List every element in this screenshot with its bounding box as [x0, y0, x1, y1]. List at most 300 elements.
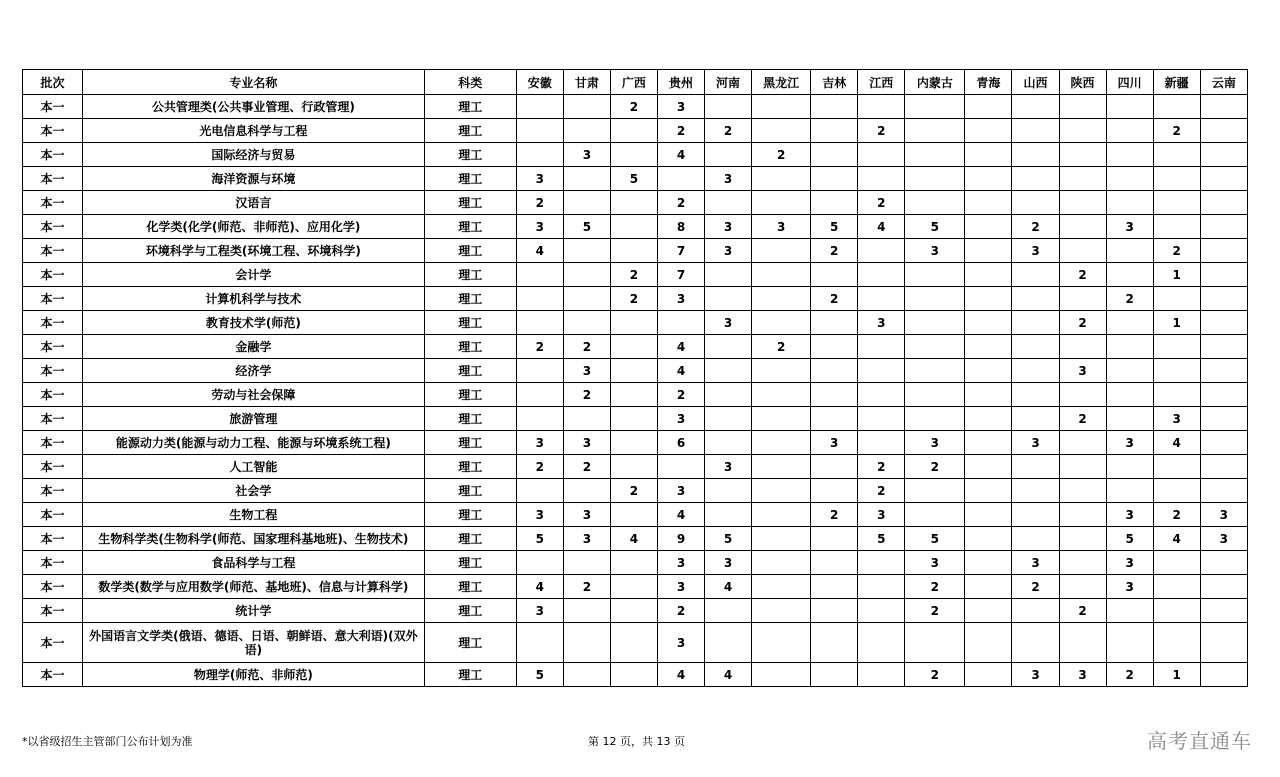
quota-cell [610, 663, 657, 687]
quota-cell [752, 119, 811, 143]
quota-cell [1059, 623, 1106, 663]
quota-cell: 2 [610, 95, 657, 119]
batch-cell: 本一 [23, 623, 83, 663]
batch-cell: 本一 [23, 455, 83, 479]
quota-cell [516, 623, 563, 663]
quota-cell: 4 [1153, 431, 1200, 455]
quota-cell [752, 431, 811, 455]
quota-cell: 2 [705, 119, 752, 143]
quota-cell: 3 [705, 215, 752, 239]
quota-cell [1012, 407, 1059, 431]
quota-cell: 2 [516, 455, 563, 479]
quota-cell [705, 503, 752, 527]
batch-cell: 本一 [23, 551, 83, 575]
quota-cell [905, 191, 965, 215]
quota-cell [811, 479, 858, 503]
quota-cell [705, 191, 752, 215]
quota-cell [965, 599, 1012, 623]
quota-cell [1106, 383, 1153, 407]
table-row [23, 215, 1248, 239]
quota-cell: 3 [858, 311, 905, 335]
quota-cell: 3 [563, 527, 610, 551]
quota-cell [1200, 551, 1247, 575]
subject-cell: 理工 [424, 263, 516, 287]
table-row [23, 95, 1248, 119]
column-header: 吉林 [811, 70, 858, 95]
quota-cell: 3 [516, 599, 563, 623]
quota-cell: 3 [657, 287, 704, 311]
quota-cell [1200, 287, 1247, 311]
quota-cell [1153, 167, 1200, 191]
quota-cell [965, 551, 1012, 575]
quota-cell [610, 239, 657, 263]
batch-cell: 本一 [23, 287, 83, 311]
quota-cell [1106, 455, 1153, 479]
quota-cell [705, 383, 752, 407]
batch-cell: 本一 [23, 663, 83, 687]
quota-cell: 3 [811, 431, 858, 455]
quota-cell [752, 623, 811, 663]
quota-cell [705, 479, 752, 503]
quota-cell: 2 [811, 503, 858, 527]
major-name-cell: 数学类(数学与应用数学(师范、基地班)、信息与计算科学) [83, 575, 425, 599]
quota-cell [1012, 287, 1059, 311]
quota-cell [1012, 503, 1059, 527]
quota-cell [516, 479, 563, 503]
subject-cell: 理工 [424, 503, 516, 527]
quota-cell [1106, 167, 1153, 191]
quota-cell [965, 503, 1012, 527]
quota-cell: 3 [1012, 551, 1059, 575]
batch-cell: 本一 [23, 191, 83, 215]
quota-cell [965, 239, 1012, 263]
quota-cell [610, 503, 657, 527]
quota-cell: 3 [705, 455, 752, 479]
batch-cell: 本一 [23, 143, 83, 167]
batch-cell: 本一 [23, 359, 83, 383]
major-name-cell: 金融学 [83, 335, 425, 359]
quota-cell [858, 599, 905, 623]
column-header: 四川 [1106, 70, 1153, 95]
table-row [23, 335, 1248, 359]
quota-cell [858, 263, 905, 287]
quota-cell [752, 479, 811, 503]
quota-cell [1153, 479, 1200, 503]
quota-cell [811, 527, 858, 551]
major-name-cell: 海洋资源与环境 [83, 167, 425, 191]
subject-cell: 理工 [424, 383, 516, 407]
quota-cell: 2 [1059, 263, 1106, 287]
quota-cell: 2 [905, 599, 965, 623]
major-name-cell: 公共管理类(公共事业管理、行政管理) [83, 95, 425, 119]
quota-cell [752, 287, 811, 311]
quota-cell [705, 407, 752, 431]
quota-cell [705, 287, 752, 311]
column-header: 甘肃 [563, 70, 610, 95]
quota-cell: 4 [858, 215, 905, 239]
subject-cell: 理工 [424, 623, 516, 663]
quota-cell [965, 215, 1012, 239]
quota-cell [858, 287, 905, 311]
table-row [23, 455, 1248, 479]
quota-cell: 2 [1012, 575, 1059, 599]
quota-cell [610, 143, 657, 167]
quota-cell [905, 143, 965, 167]
quota-cell [516, 287, 563, 311]
quota-cell [563, 287, 610, 311]
quota-cell [610, 311, 657, 335]
quota-cell [705, 263, 752, 287]
quota-cell [752, 575, 811, 599]
quota-cell [811, 143, 858, 167]
quota-cell [905, 479, 965, 503]
table-row [23, 623, 1248, 663]
quota-cell [1200, 407, 1247, 431]
table-row [23, 407, 1248, 431]
quota-cell [563, 167, 610, 191]
column-header: 陕西 [1059, 70, 1106, 95]
subject-cell: 理工 [424, 599, 516, 623]
quota-cell [1153, 575, 1200, 599]
quota-cell [1106, 335, 1153, 359]
quota-cell [1153, 335, 1200, 359]
quota-cell: 3 [563, 503, 610, 527]
quota-cell: 2 [657, 599, 704, 623]
quota-cell: 4 [657, 335, 704, 359]
quota-cell [1200, 215, 1247, 239]
quota-cell [1012, 479, 1059, 503]
quota-cell: 2 [858, 479, 905, 503]
major-name-cell: 生物科学类(生物科学(师范、国家理科基地班)、生物技术) [83, 527, 425, 551]
quota-cell [965, 191, 1012, 215]
quota-cell [1106, 359, 1153, 383]
quota-cell [1059, 383, 1106, 407]
major-name-cell: 教育技术学(师范) [83, 311, 425, 335]
quota-cell: 3 [1200, 527, 1247, 551]
table-row [23, 359, 1248, 383]
quota-cell [811, 407, 858, 431]
quota-cell [1059, 431, 1106, 455]
table-row [23, 167, 1248, 191]
column-header: 江西 [858, 70, 905, 95]
quota-cell [516, 551, 563, 575]
quota-cell [858, 431, 905, 455]
subject-cell: 理工 [424, 167, 516, 191]
quota-cell: 5 [1106, 527, 1153, 551]
quota-cell [811, 383, 858, 407]
batch-cell: 本一 [23, 311, 83, 335]
quota-cell [858, 335, 905, 359]
quota-cell: 3 [657, 95, 704, 119]
quota-cell: 3 [705, 167, 752, 191]
quota-cell: 1 [1153, 311, 1200, 335]
quota-cell [811, 263, 858, 287]
quota-cell [1153, 215, 1200, 239]
quota-cell: 3 [1200, 503, 1247, 527]
quota-cell: 3 [563, 431, 610, 455]
quota-cell: 3 [1012, 431, 1059, 455]
quota-cell: 3 [1012, 663, 1059, 687]
quota-cell [516, 119, 563, 143]
column-header: 广西 [610, 70, 657, 95]
batch-cell: 本一 [23, 263, 83, 287]
quota-cell [858, 407, 905, 431]
major-name-cell: 化学类(化学(师范、非师范)、应用化学) [83, 215, 425, 239]
column-header: 青海 [965, 70, 1012, 95]
quota-cell [1200, 95, 1247, 119]
quota-cell [858, 143, 905, 167]
quota-cell: 4 [516, 239, 563, 263]
quota-cell [811, 119, 858, 143]
quota-cell [1012, 191, 1059, 215]
subject-cell: 理工 [424, 663, 516, 687]
quota-cell [1153, 287, 1200, 311]
quota-cell: 2 [610, 479, 657, 503]
footnote: *以省级招生主管部门公布计划为准 [22, 735, 193, 748]
table-body [23, 95, 1248, 687]
quota-cell [563, 239, 610, 263]
table-header-row [23, 70, 1248, 95]
quota-cell: 2 [905, 455, 965, 479]
batch-cell: 本一 [23, 239, 83, 263]
quota-cell [858, 383, 905, 407]
quota-cell [1059, 527, 1106, 551]
quota-cell [1106, 623, 1153, 663]
quota-cell: 3 [1106, 431, 1153, 455]
quota-cell: 3 [657, 575, 704, 599]
quota-cell [1200, 575, 1247, 599]
quota-cell [1106, 95, 1153, 119]
quota-cell [1012, 383, 1059, 407]
quota-cell [965, 575, 1012, 599]
quota-cell [752, 551, 811, 575]
major-name-cell: 劳动与社会保障 [83, 383, 425, 407]
quota-cell [965, 143, 1012, 167]
quota-cell [1059, 95, 1106, 119]
quota-cell: 4 [657, 503, 704, 527]
quota-cell [1153, 455, 1200, 479]
quota-cell: 3 [1106, 503, 1153, 527]
quota-cell: 3 [516, 215, 563, 239]
quota-cell: 2 [858, 455, 905, 479]
watermark: 高考直通车 [1147, 729, 1252, 753]
major-name-cell: 汉语言 [83, 191, 425, 215]
quota-cell [752, 95, 811, 119]
quota-cell [905, 167, 965, 191]
quota-cell: 1 [1153, 663, 1200, 687]
quota-cell [1200, 311, 1247, 335]
quota-cell [1059, 503, 1106, 527]
quota-cell [1059, 479, 1106, 503]
quota-cell [811, 191, 858, 215]
quota-cell: 2 [905, 663, 965, 687]
quota-cell [1059, 455, 1106, 479]
quota-cell: 2 [657, 191, 704, 215]
quota-cell [610, 119, 657, 143]
major-name-cell: 光电信息科学与工程 [83, 119, 425, 143]
batch-cell: 本一 [23, 575, 83, 599]
quota-cell [905, 383, 965, 407]
quota-cell: 7 [657, 263, 704, 287]
quota-cell: 3 [705, 311, 752, 335]
subject-cell: 理工 [424, 287, 516, 311]
quota-cell [1059, 551, 1106, 575]
quota-cell [752, 599, 811, 623]
quota-cell: 4 [516, 575, 563, 599]
quota-cell [752, 167, 811, 191]
quota-cell: 2 [858, 191, 905, 215]
quota-cell: 2 [610, 263, 657, 287]
quota-cell [858, 95, 905, 119]
quota-cell: 5 [858, 527, 905, 551]
quota-cell [1200, 167, 1247, 191]
quota-cell [1059, 287, 1106, 311]
quota-cell [905, 263, 965, 287]
quota-cell [1200, 239, 1247, 263]
subject-cell: 理工 [424, 191, 516, 215]
quota-cell [752, 191, 811, 215]
quota-cell: 2 [516, 191, 563, 215]
quota-cell [811, 335, 858, 359]
quota-cell [516, 359, 563, 383]
quota-cell [1153, 191, 1200, 215]
quota-cell: 3 [1153, 407, 1200, 431]
table-row [23, 575, 1248, 599]
batch-cell: 本一 [23, 119, 83, 143]
quota-cell [1153, 143, 1200, 167]
quota-cell: 3 [905, 431, 965, 455]
quota-cell [1200, 455, 1247, 479]
major-name-cell: 人工智能 [83, 455, 425, 479]
quota-cell [1012, 455, 1059, 479]
subject-cell: 理工 [424, 455, 516, 479]
quota-cell [563, 263, 610, 287]
quota-cell [610, 551, 657, 575]
quota-cell [858, 663, 905, 687]
quota-cell: 3 [858, 503, 905, 527]
quota-cell: 2 [657, 383, 704, 407]
quota-cell [1012, 95, 1059, 119]
table-row [23, 263, 1248, 287]
quota-cell [705, 335, 752, 359]
batch-cell: 本一 [23, 527, 83, 551]
quota-cell [965, 455, 1012, 479]
subject-cell: 理工 [424, 575, 516, 599]
quota-cell [563, 663, 610, 687]
quota-cell [1153, 95, 1200, 119]
quota-cell [657, 455, 704, 479]
quota-cell: 3 [516, 167, 563, 191]
quota-cell: 3 [657, 623, 704, 663]
quota-cell [1012, 263, 1059, 287]
quota-cell: 5 [705, 527, 752, 551]
quota-cell [752, 663, 811, 687]
quota-cell: 5 [516, 663, 563, 687]
table-row [23, 383, 1248, 407]
quota-cell [516, 143, 563, 167]
column-header: 新疆 [1153, 70, 1200, 95]
quota-cell: 8 [657, 215, 704, 239]
quota-cell [965, 95, 1012, 119]
quota-cell [1106, 263, 1153, 287]
table-row [23, 431, 1248, 455]
quota-cell [563, 311, 610, 335]
quota-cell [1153, 551, 1200, 575]
quota-cell [563, 479, 610, 503]
quota-cell [965, 383, 1012, 407]
quota-cell [752, 407, 811, 431]
quota-cell: 3 [1106, 551, 1153, 575]
quota-cell [705, 95, 752, 119]
quota-cell: 5 [516, 527, 563, 551]
quota-cell [965, 663, 1012, 687]
table-row [23, 527, 1248, 551]
subject-cell: 理工 [424, 119, 516, 143]
quota-cell [965, 335, 1012, 359]
quota-cell: 4 [610, 527, 657, 551]
quota-cell [1200, 335, 1247, 359]
quota-cell: 2 [563, 335, 610, 359]
quota-cell [1012, 167, 1059, 191]
quota-cell: 5 [811, 215, 858, 239]
quota-cell: 2 [657, 119, 704, 143]
quota-cell: 2 [1153, 119, 1200, 143]
quota-cell [1153, 383, 1200, 407]
quota-cell [1012, 527, 1059, 551]
subject-cell: 理工 [424, 359, 516, 383]
quota-cell [1012, 143, 1059, 167]
quota-cell [752, 527, 811, 551]
table-row [23, 191, 1248, 215]
quota-cell: 3 [705, 551, 752, 575]
quota-cell [858, 551, 905, 575]
quota-cell [965, 623, 1012, 663]
quota-cell [905, 407, 965, 431]
quota-cell [1012, 119, 1059, 143]
quota-cell: 2 [610, 287, 657, 311]
quota-cell: 4 [657, 359, 704, 383]
quota-cell: 5 [905, 527, 965, 551]
table-row [23, 119, 1248, 143]
quota-cell [905, 335, 965, 359]
quota-cell [752, 311, 811, 335]
column-header: 河南 [705, 70, 752, 95]
quota-cell [610, 359, 657, 383]
quota-cell [905, 287, 965, 311]
quota-cell: 2 [1153, 503, 1200, 527]
quota-cell [965, 167, 1012, 191]
quota-cell [811, 663, 858, 687]
subject-cell: 理工 [424, 431, 516, 455]
column-header: 科类 [424, 70, 516, 95]
quota-cell [905, 623, 965, 663]
quota-cell [1200, 599, 1247, 623]
major-name-cell: 国际经济与贸易 [83, 143, 425, 167]
quota-cell: 3 [516, 431, 563, 455]
quota-cell: 4 [705, 663, 752, 687]
quota-cell [965, 527, 1012, 551]
quota-cell [811, 623, 858, 663]
quota-cell [1059, 191, 1106, 215]
quota-cell [965, 407, 1012, 431]
quota-cell [610, 407, 657, 431]
column-header: 专业名称 [83, 70, 425, 95]
quota-cell [752, 503, 811, 527]
quota-cell: 2 [563, 575, 610, 599]
quota-cell: 4 [705, 575, 752, 599]
quota-cell [563, 119, 610, 143]
quota-cell [1059, 575, 1106, 599]
